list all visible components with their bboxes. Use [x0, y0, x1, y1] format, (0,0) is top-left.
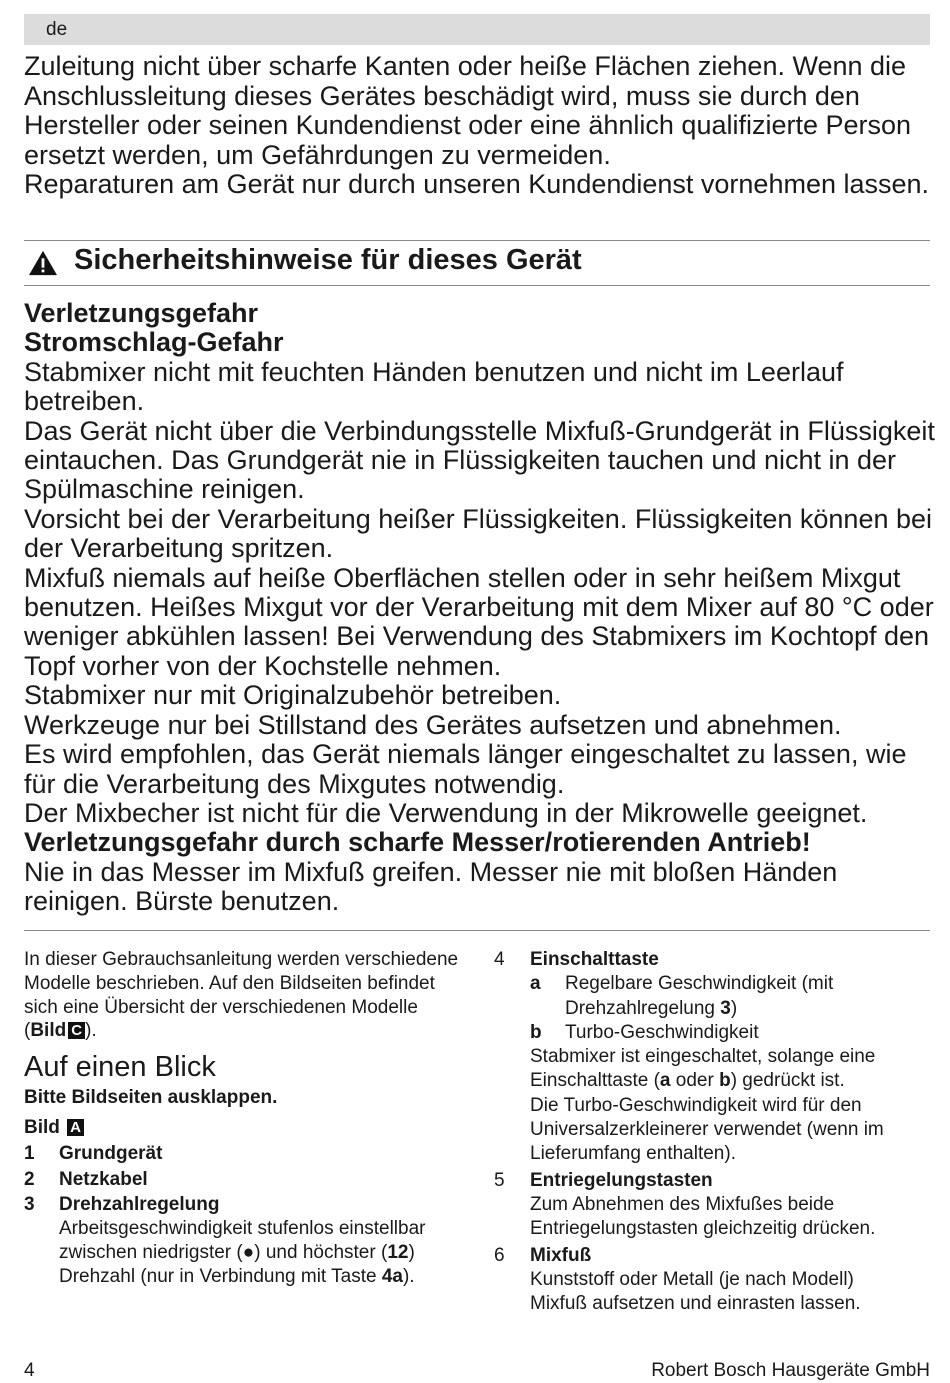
sub-item-b: b Turbo-Geschwindigkeit	[530, 1021, 759, 1043]
overview-subtitle: Bitte Bildseiten ausklappen.	[24, 1087, 278, 1109]
safety-paragraph: Das Gerät nicht über die Verbindungsstelle Mixfuß-Grundgerät in Flüssigkeit eintauchen. Das Grundgerät nie in Flüssigkeiten tauchen und nicht in der Spülmaschine reinigen.	[24, 415, 935, 505]
safety-heading: Verletzungsgefahr durch scharfe Messer/rotierenden Antrieb!	[24, 827, 811, 858]
turbo-description: Die Turbo-Geschwindigkeit wird für den Universalzerkleinerer verwendet (wenn im Lieferumfang enthalten).	[530, 1094, 884, 1165]
left-column	[24, 948, 464, 1289]
figure-label: Bild A	[24, 1116, 464, 1140]
safety-heading: Verletzungsgefahr	[24, 298, 259, 328]
list-item: 5 Entriegelungstasten Zum Abnehmen des Mixfußes beide Entriegelungstasten gleichzeitig drücken.	[494, 1169, 876, 1240]
list-item: 4 Einschalttaste a Regelbare Geschwindigkeit (mit Drehzahlregelung 3) b Turbo-Geschwindigkeit Stabmixer ist eingeschaltet, solange eine Einschalttaste (a oder b) gedrückt ist. Die Turbo-Geschwindigkeit wird für den Universalzerkleinerer verwendet (wenn im Lieferumfang enthalten).	[494, 948, 934, 1167]
safety-paragraph: Mixfuß niemals auf heiße Oberflächen stellen oder in sehr heißem Mixgut benutzen. Heißes Mixgut vor der Verarbeitung mit dem Mixer auf 80 °C oder weniger abkühlen lassen! Bei Verwendung des Stabmixers im Kochtopf den Topf vorher von der Kochstelle nehmen.	[24, 562, 934, 681]
safety-paragraph: Stabmixer nicht mit feuchten Händen benutzen und nicht im Leerlauf betreiben.	[24, 356, 844, 417]
list-item: 2 Netzkabel	[24, 1168, 148, 1190]
figure-c-badge: C	[68, 1022, 85, 1039]
list-item: 6 Mixfuß Kunststoff oder Metall (je nach Modell) Mixfuß aufsetzen und einrasten lassen.	[494, 1244, 861, 1315]
company-name: Robert Bosch Hausgeräte GmbH	[651, 1360, 930, 1381]
safety-heading: Stromschlag-Gefahr	[24, 327, 284, 358]
intro-paragraph: Reparaturen am Gerät nur durch unseren Kundendienst vornehmen lassen.	[24, 169, 930, 200]
divider	[24, 285, 930, 286]
intro-section	[24, 52, 934, 200]
language-label: de	[46, 19, 68, 40]
list-item: 3 Drehzahlregelung Arbeitsgeschwindigkeit stufenlos einstellbar zwischen niedrigster (●) und höchster (12) Drehzahl (nur in Verbindung mit Taste 4a).	[24, 1193, 464, 1288]
safety-paragraph: Vorsicht bei der Verarbeitung heißer Flüssigkeiten. Flüssigkeiten können bei der Verarbeitung spritzen.	[24, 503, 933, 564]
language-bar	[24, 14, 930, 45]
overview-title: Auf einen Blick	[24, 1051, 216, 1084]
list-item: 1 Grundgerät	[24, 1142, 163, 1164]
safety-paragraph: Es wird empfohlen, das Gerät niemals länger eingeschaltet zu lassen, wie für die Verarbeitung des Mixgutes notwendig.	[24, 739, 907, 799]
speed-control-description: Arbeitsgeschwindigkeit stufenlos einstellbar zwischen niedrigster (●) und höchster (12) Drehzahl (nur in Verbindung mit Taste 4a).	[59, 1218, 426, 1287]
safety-paragraph: Der Mixbecher ist nicht für die Verwendung in der Mikrowelle geeignet.	[24, 797, 868, 828]
safety-paragraph: Stabmixer nur mit Originalzubehör betreiben.	[24, 680, 562, 711]
page-number: 4	[24, 1360, 35, 1381]
switch-description: Stabmixer ist eingeschaltet, solange eine Einschalttaste (a oder b) gedrückt ist.	[530, 1046, 876, 1092]
right-column	[494, 948, 934, 1316]
intro-paragraph: Zuleitung nicht über scharfe Kanten oder heiße Flächen ziehen. Wenn die Anschlussleitung dieses Gerätes beschädigt wird, muss sie durch den Hersteller oder seinen Kundendienst oder eine ähnlich qualifizierte Person ersetzt werden, um Gefährdungen zu vermeiden.	[24, 51, 912, 170]
figure-a-badge: A	[67, 1119, 84, 1136]
models-note: In dieser Gebrauchsanleitung werden verschiedene Modelle beschrieben. Auf den Bildseiten befindet sich eine Übersicht der verschiedenen Modelle (Bild C ).	[24, 949, 459, 1042]
safety-title	[26, 244, 582, 277]
safety-title-text: Sicherheitshinweise für dieses Gerät	[74, 244, 582, 276]
divider	[24, 240, 930, 241]
sub-item-a: a Regelbare Geschwindigkeit (mit Drehzahlregelung 3)	[530, 973, 834, 1019]
warning-triangle-icon	[26, 249, 60, 277]
safety-section	[24, 299, 936, 917]
safety-paragraph: Nie in das Messer im Mixfuß greifen. Messer nie mit bloßen Händen reinigen. Bürste benutzen.	[24, 856, 838, 917]
divider	[24, 930, 930, 931]
safety-paragraph: Werkzeuge nur bei Stillstand des Gerätes aufsetzen und abnehmen.	[24, 709, 842, 740]
